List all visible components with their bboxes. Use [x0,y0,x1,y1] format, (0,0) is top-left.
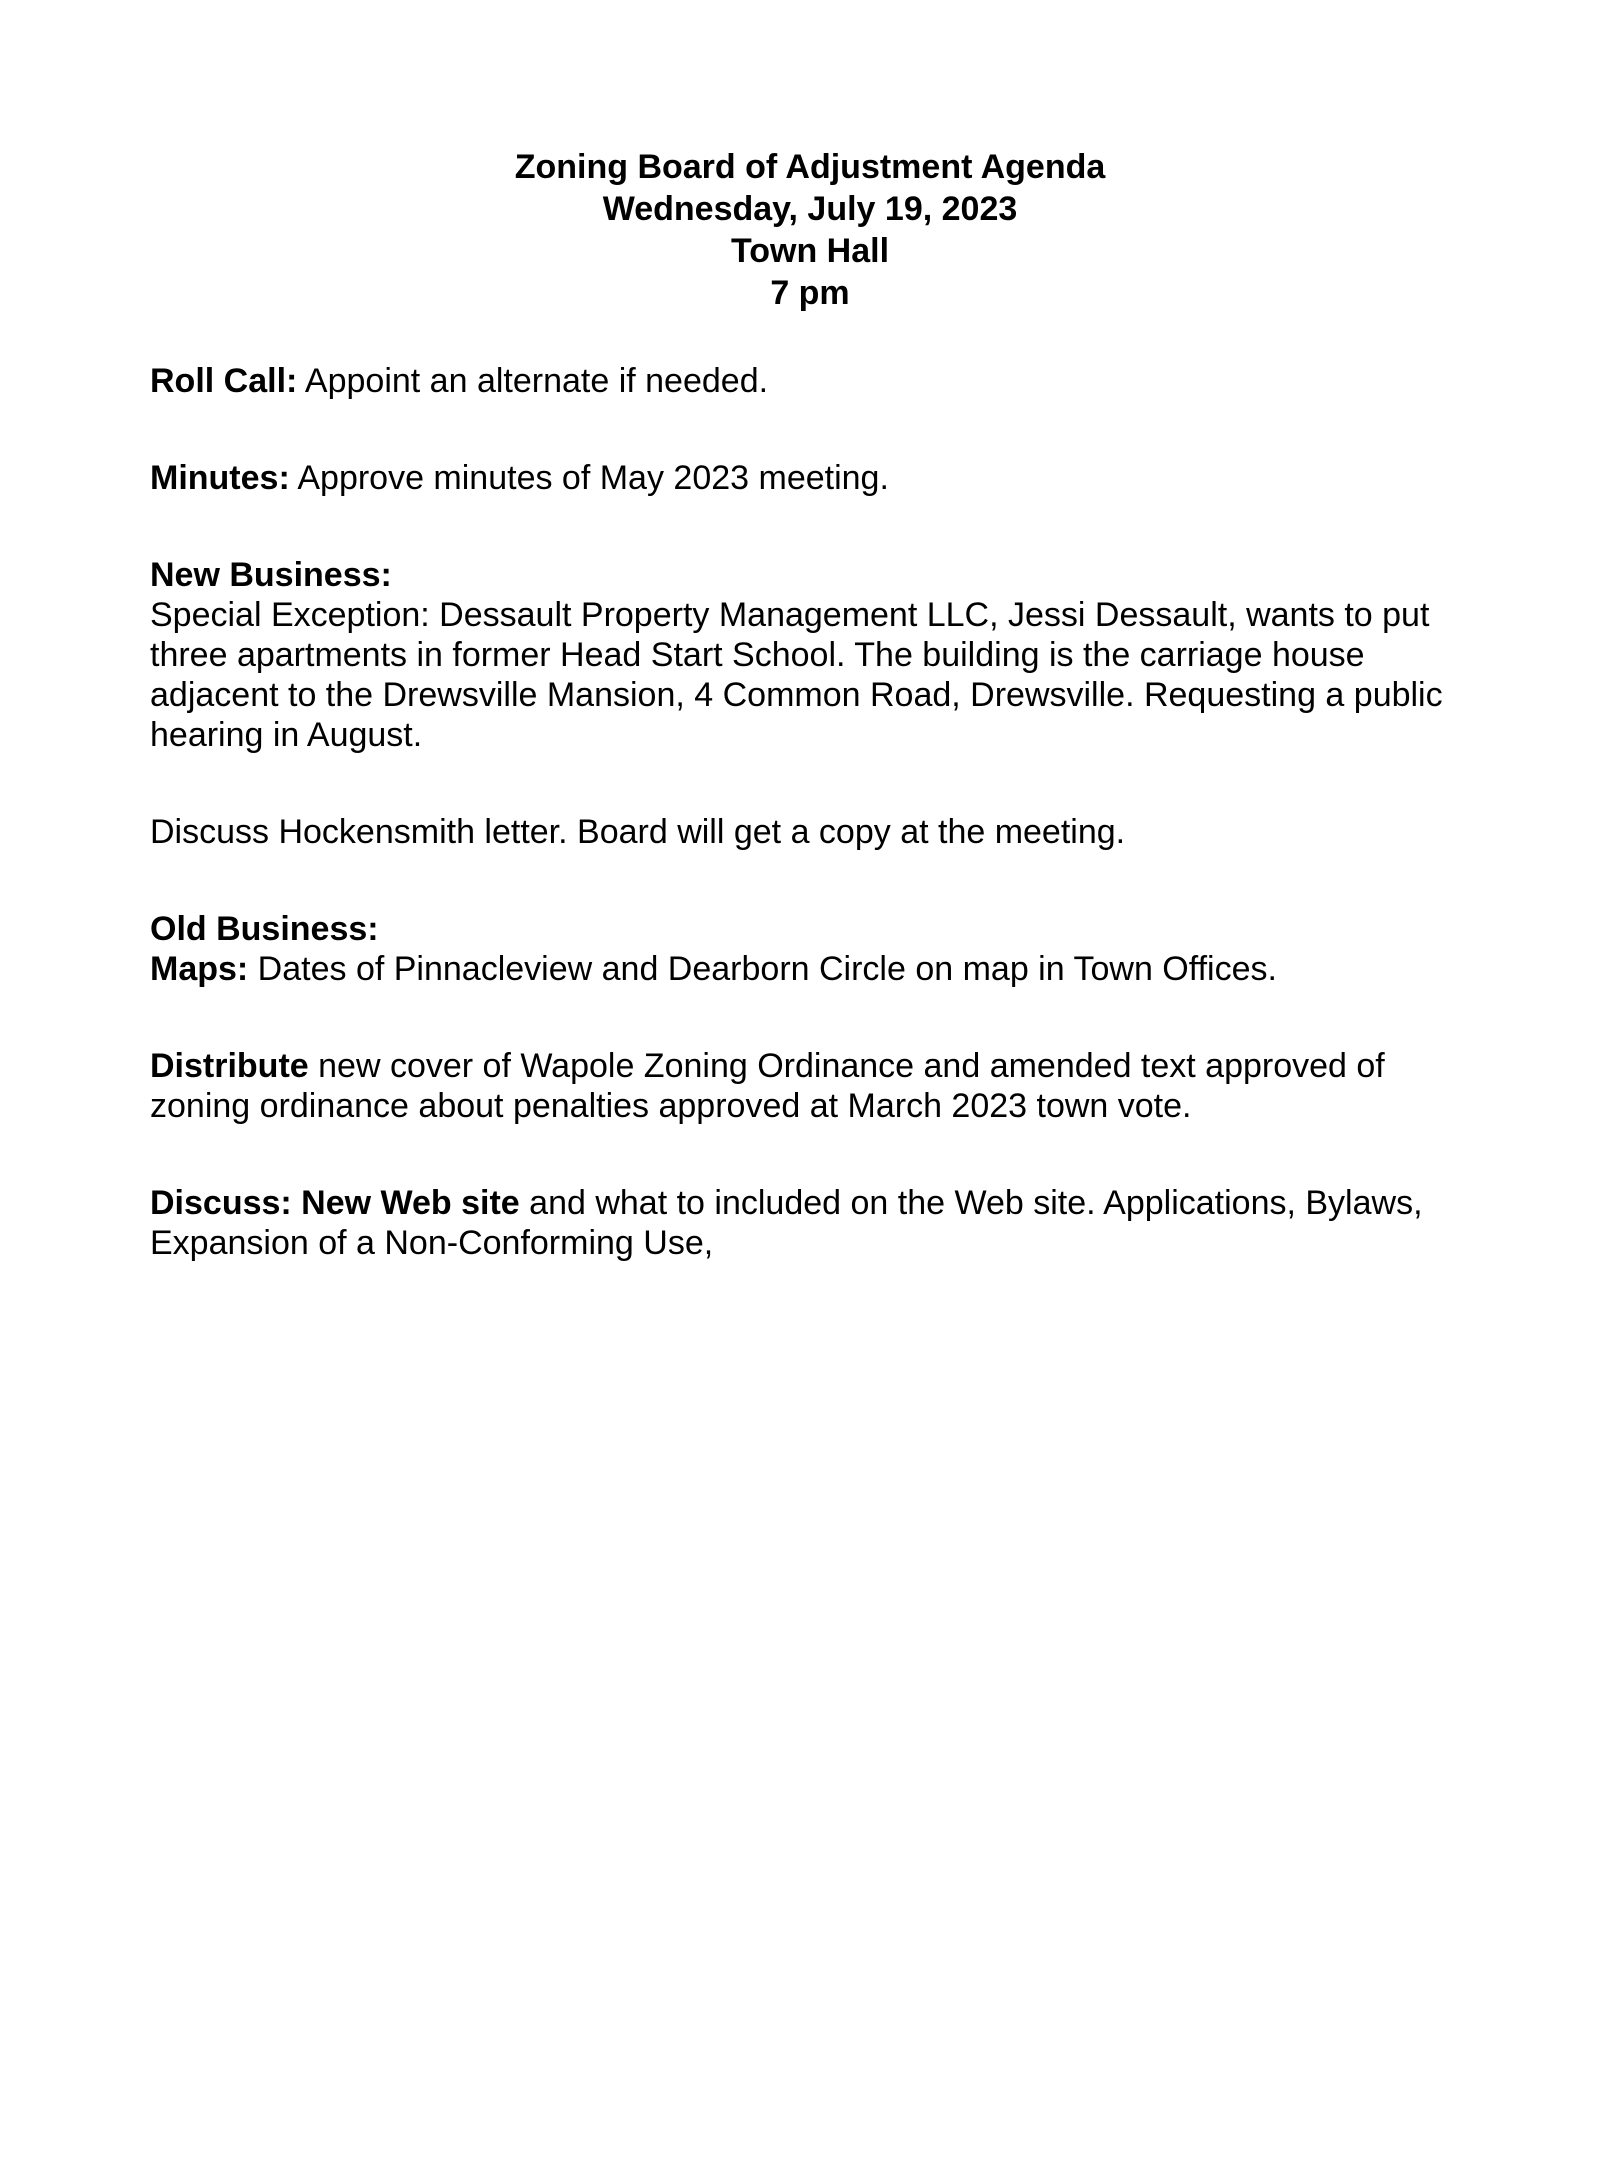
old-business-section [150,909,1470,989]
roll-call-label: Roll Call: [150,362,298,400]
hockensmith-text: Discuss Hockensmith letter. Board will get a copy at the meeting. [150,813,1126,851]
discuss-website-text: and what to included on the Web site. Applications, Bylaws, Expansion of a Non-Conforming Use, [150,1184,1423,1262]
minutes-text: Approve minutes of May 2023 meeting. [289,459,889,497]
distribute-item [150,1046,1470,1126]
distribute-label: Distribute [150,1047,309,1085]
maps-label: Maps: [150,950,249,988]
title-line-agenda: Zoning Board of Adjustment Agenda [514,148,1106,186]
title-line-location: Town Hall [730,232,890,270]
discuss-website-label: Discuss: New Web site [150,1184,520,1222]
maps-text: Dates of Pinnacleview and Dearborn Circle on map in Town Offices. [248,950,1277,988]
hockensmith-item [150,812,1470,852]
discuss-website-item [150,1183,1470,1263]
new-business-heading: New Business: [150,556,392,594]
title-line-date: Wednesday, July 19, 2023 [602,190,1018,228]
old-business-heading: Old Business: [150,910,379,948]
roll-call-item [150,361,1470,401]
new-business-section [150,555,1470,755]
agenda-content [150,0,1470,1263]
minutes-item [150,458,1470,498]
title-line-time: 7 pm [770,274,850,312]
minutes-label: Minutes: [150,459,290,497]
distribute-text: new cover of Wapole Zoning Ordinance and amended text approved of zoning ordinance about penalties approved at March 2023 town vote. [150,1047,1385,1125]
document-title-block [150,0,1470,314]
roll-call-text: Appoint an alternate if needed. [297,362,769,400]
maps-item [150,949,1470,989]
special-exception-text: Special Exception: Dessault Property Management LLC, Jessi Dessault, wants to put three apartments in former Head Start School. The building is the carriage house adjacent to the Drewsville Mansion, 4 Common Road, Drewsville. Requesting a public hearing in August. [150,596,1443,754]
